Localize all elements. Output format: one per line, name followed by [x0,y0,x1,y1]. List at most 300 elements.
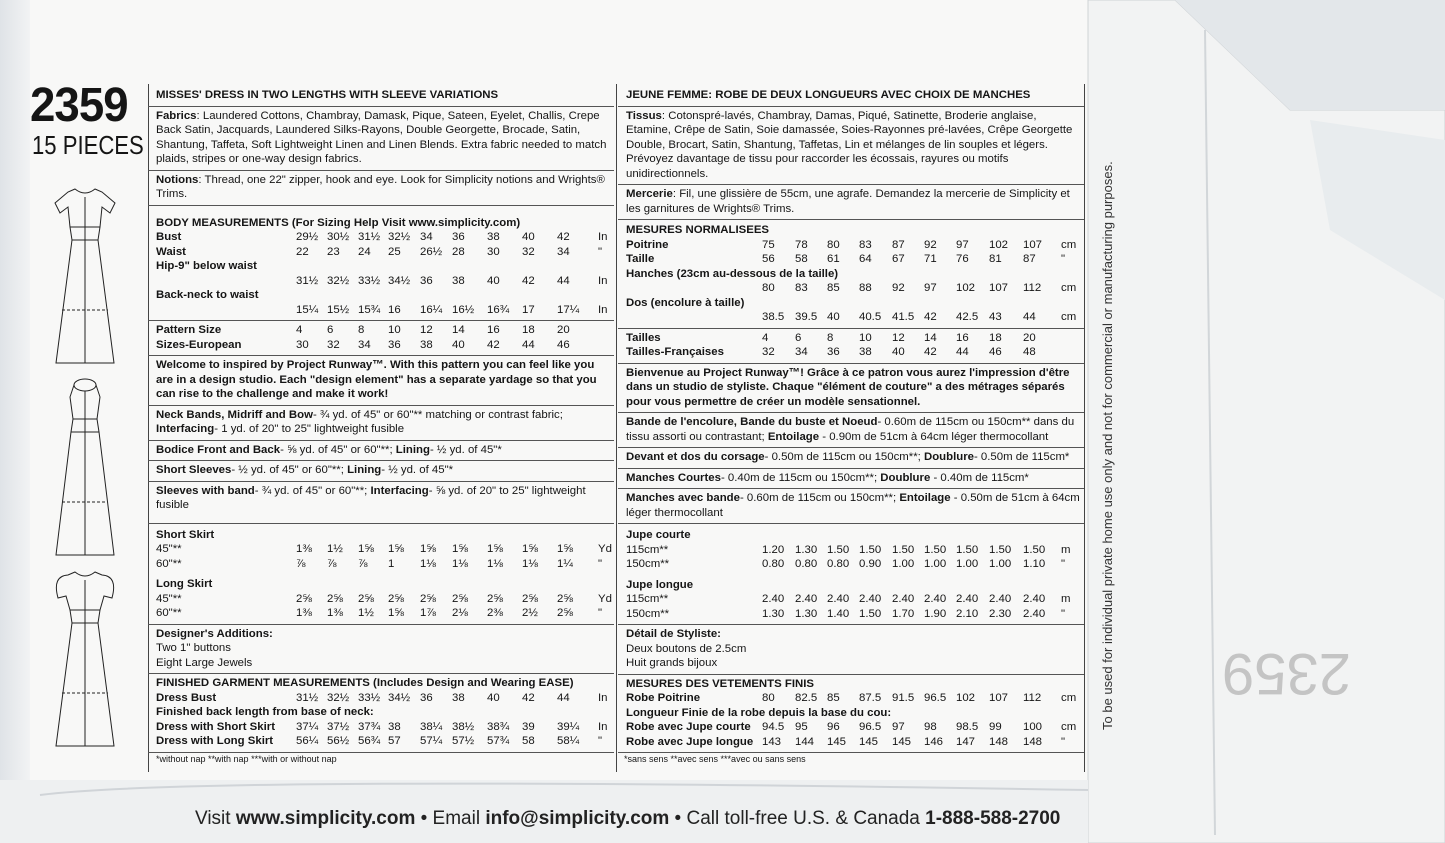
table-cell: 32½ [388,231,411,243]
usage-notice: To be used for individual private home use only and not for commercial or manufacturing purposes. [1100,161,1115,730]
short-skirt-table-fr [618,543,1084,572]
table-cell: 40 [522,231,535,243]
table-cell: 25 [388,245,401,258]
table-row [148,705,614,720]
table-cell: 81 [989,253,1002,265]
fabrics-block [148,107,614,171]
table-row [618,331,1084,346]
table-cell: 40 [892,346,905,358]
body-measurements [148,206,614,322]
unit-cell: " [1061,558,1066,570]
table-cell: 34½ [388,691,411,704]
notions-block [148,171,614,206]
table-cell: 56½ [327,735,350,747]
unit-cell: " [1061,607,1066,620]
table-row [618,592,1084,607]
table-cell: 6 [795,331,802,344]
table-cell: 18 [522,324,535,336]
finished-block-fr [618,675,1084,754]
table-cell: 2.40 [989,593,1012,605]
table-cell: 36 [827,346,840,358]
table-row [618,706,1084,721]
dress-sketch-band-sleeve [40,568,130,748]
designer-title: Designer's Additions: [156,627,273,640]
row-label: 115cm** [626,543,669,556]
table-cell: 38 [859,346,872,358]
table-cell: 2.10 [956,607,979,620]
table-cell: 1.50 [989,543,1012,556]
title: MISSES' DRESS IN TWO LENGTHS WITH SLEEVE VARIATIONS [156,89,499,101]
table-cell: 6 [327,324,334,336]
welcome-text: Welcome to inspired by Project Runway™. With this pattern you can feel like you are in a design studio. Each "design element" has a separate yardage so that you can rise to the challenge and make it work! [156,359,597,400]
table-cell: 2.40 [795,593,818,605]
table-cell: 1⅜ [327,607,343,619]
table-cell: 107 [989,282,1009,294]
unit-cell: cm [1061,238,1077,251]
neck-block-fr [618,413,1084,448]
table-cell: 143 [762,735,782,748]
unit-cell: cm [1061,311,1077,323]
table-cell: 1⅝ [487,543,503,555]
unit-cell: Yd [598,543,612,555]
welcome-block-fr [618,364,1084,414]
designer-block [148,625,614,675]
body-title-fr: MESURES NORMALISEES [626,224,770,236]
short-sleeves-label-fr: Manches Courtes [626,471,721,484]
table-cell: 26½ [420,245,443,258]
table-cell: 98.5 [956,721,979,733]
table-cell: 1½ [327,543,343,555]
table-cell: 46 [989,346,1002,358]
bodice-label-fr: Devant et dos du corsage [626,451,765,463]
row-label: 150cm** [626,607,670,620]
table-cell: 40 [827,311,840,323]
band-sleeves-label-fr: Manches avec bande [626,492,740,504]
size-table-fr [618,331,1084,360]
title-fr: JEUNE FEMME: ROBE DE DEUX LONGUEURS AVEC CHOIX DE MANCHES [626,89,1031,101]
short-lining-label-fr: Doublure [880,471,931,484]
band-interfacing-text: - ⅝ yd. of 20" to 25" lightweight fusible [156,484,586,511]
table-cell: 40 [487,691,500,704]
table-cell: 34 [420,231,433,243]
title-block [148,84,614,107]
table-cell: 14 [452,324,465,336]
table-cell: 16½ [452,303,475,316]
table-cell: 2.40 [1023,593,1046,605]
row-label: Longueur Finie de la robe depuis la base du cou: [626,706,892,719]
pieces-count: 15 PIECES [32,130,144,160]
designer-line-1-fr: Deux boutons de 2.5cm [626,642,747,655]
table-cell: 80 [762,282,775,294]
neck-interfacing-text-fr: - 0.90m de 51cm à 64cm léger thermocollant [819,430,1049,443]
visit-label: Visit [195,808,236,829]
table-row [618,281,1084,296]
table-cell: 36 [452,231,465,243]
table-cell: 61 [827,253,840,265]
table-cell: 16 [487,324,500,336]
finished-table [148,691,614,749]
table-row [618,345,1084,360]
table-cell: 1⅛ [522,557,538,570]
table-cell: 40 [452,338,465,351]
table-cell: 85 [827,692,840,704]
table-row [618,557,1084,572]
table-cell: 20 [557,324,570,336]
table-cell: 96 [827,721,840,733]
table-cell: 1⅛ [420,557,436,570]
body-measurements-fr [618,220,1084,329]
table-cell: 1⅝ [522,543,538,555]
table-cell: 145 [859,735,879,748]
table-cell: ⅞ [358,557,368,570]
notions-block-fr [618,185,1084,220]
table-cell: 31½ [296,691,319,704]
table-row [148,230,614,245]
row-label: Dos (encolure à taille) [626,296,745,309]
table-cell: 12 [420,324,433,336]
row-label: Waist [156,245,186,258]
unit-cell: " [1061,735,1066,748]
table-cell: 147 [956,735,976,748]
table-cell: 38¼ [420,720,443,733]
neck-interfacing-label-fr: Entoilage [767,430,820,443]
table-cell: 42 [924,346,937,358]
table-cell: 148 [989,735,1009,748]
table-cell: 56 [762,253,775,265]
table-cell: 2⅝ [522,592,538,605]
table-cell: 1⅝ [420,543,436,555]
table-cell: 37¼ [296,720,319,733]
short-lining-text: - ½ yd. of 45"* [381,464,454,476]
unit-cell: cm [1061,721,1077,733]
table-cell: 38¾ [487,720,510,733]
table-cell: 28 [452,245,465,258]
ghost-print-through: 2359 [1222,641,1352,706]
table-cell: 2.40 [892,593,915,605]
table-cell: 38½ [452,720,475,733]
table-cell: 1.50 [924,543,947,556]
table-cell: 23 [327,245,340,258]
english-column [148,84,614,753]
table-row [148,323,614,338]
table-cell: 56¼ [296,735,319,747]
table-cell: 97 [924,282,937,294]
table-cell: 41.5 [892,311,915,323]
notions-text: : Thread, one 22" zipper, hook and eye. Look for Simplicity notions and Wrights® Trims. [156,173,605,200]
row-label: Finished back length from base of neck: [156,706,374,718]
table-cell: 36 [420,691,433,704]
long-skirt-title-fr: Jupe longue [626,578,694,591]
row-label: Bust [156,231,182,243]
unit-cell: m [1061,543,1071,556]
table-cell: 99 [989,721,1002,733]
notions-label-fr: Mercerie [626,188,673,200]
row-label: Sizes-European [156,338,242,351]
unit-cell: In [598,720,608,733]
table-cell: 36 [420,274,433,287]
table-cell: 8 [358,324,365,336]
short-sleeves-text-fr: - 0.40m de 115cm ou 150cm**; [720,471,881,484]
notions-text-fr: : Fil, une glissière de 55cm, une agrafe. Demandez la mercerie de Simplicity et les garnitures de Wrights® Trims. [626,188,1070,215]
table-cell: 40.5 [859,311,882,323]
row-label: Tailles [626,331,661,344]
table-cell: 92 [924,238,937,251]
finished-block [148,674,614,753]
table-cell: 95 [795,721,808,733]
welcome-text-fr: Bienvenue au Project Runway™! Grâce à ce patron vous aurez l'impression d'être dans un studio de styliste. Chaque "élément de couture" a des métrages séparés pour vous permettre de créer un modèle sensationnel. [626,366,1070,408]
table-cell: 2⅝ [557,592,573,605]
table-cell: 31½ [296,274,319,287]
table-cell: 148 [1023,735,1043,748]
row-label: Robe avec Jupe courte [626,721,751,733]
bodice-text: - ⅝ yd. of 45" or 60"**; [280,443,396,456]
table-cell: 16¼ [420,303,443,316]
table-cell: 1⅝ [358,543,374,555]
band-interfacing-label-fr: Entoilage [899,492,951,504]
short-sleeves-block-fr [618,469,1084,490]
table-row [618,252,1084,267]
band-interfacing-label: Interfacing [370,484,429,497]
table-cell: 83 [859,238,872,251]
table-cell: 1.50 [892,543,915,556]
table-cell: 31½ [358,231,381,243]
phone-number: 1-888-588-2700 [925,808,1061,829]
table-cell: 2.40 [956,593,979,605]
table-cell: 1.50 [859,607,882,620]
table-cell: 38 [388,720,401,733]
designer-line-2-fr: Huit grands bijoux [626,657,718,669]
table-cell: 2⅝ [388,592,404,605]
table-cell: 1⅞ [420,607,436,619]
short-skirt-title: Short Skirt [156,528,215,541]
table-cell: 67 [892,253,905,265]
table-cell: 2.30 [989,607,1012,620]
table-cell: 32 [522,245,535,258]
table-row [148,691,614,706]
table-cell: 2.40 [924,593,947,605]
table-cell: 1.90 [924,607,947,620]
row-label: 60"** [156,607,182,619]
table-cell: 2½ [522,607,538,619]
table-cell: 4 [762,331,769,344]
table-cell: 80 [827,238,840,251]
fabrics-label-fr: Tissus [626,109,662,122]
size-rows-fr [618,329,1084,364]
short-skirt-table [148,542,614,571]
table-cell: 57½ [452,735,475,747]
table-cell: 1⅝ [452,543,468,555]
bodice-lining-label-fr: Doublure [923,451,974,463]
size-rows [148,321,614,356]
table-row [618,720,1084,735]
table-row [148,557,614,572]
table-cell: 1.10 [1023,558,1046,570]
table-row [618,267,1084,282]
table-cell: 2⅛ [452,607,468,619]
table-row [618,296,1084,311]
table-cell: 71 [924,253,937,265]
band-sleeves-block-fr [618,489,1084,524]
table-cell: 42 [487,338,500,351]
table-cell: ⅞ [296,557,306,570]
unit-cell: " [1061,253,1066,265]
table-cell: 82.5 [795,692,818,704]
table-cell: 2⅝ [487,592,503,605]
table-row [148,259,614,274]
row-label: Taille [626,253,655,265]
table-cell: 58 [795,253,808,265]
table-cell: 37¾ [358,720,381,733]
table-cell: 44 [522,338,535,351]
table-cell: 2⅜ [487,607,503,619]
skirts-block [148,524,614,625]
row-label: Poitrine [626,238,669,251]
neck-interfacing-label: Interfacing [156,423,215,435]
website-link[interactable]: www.simplicity.com [235,808,416,829]
table-cell: 1⅛ [452,557,468,570]
row-label: Dress Bust [156,691,217,704]
table-cell: 2⅝ [557,607,573,619]
table-cell: 76 [956,253,969,265]
table-cell: 39.5 [795,311,818,323]
table-cell: 48 [1023,346,1036,358]
short-sleeves-block [148,461,614,482]
band-sleeves-text-fr: - 0.60m de 115cm ou 150cm**; [739,492,900,504]
table-cell: 1.20 [762,543,785,556]
table-row [148,606,614,621]
body-title: BODY MEASUREMENTS (For Sizing Help Visit www.simplicity.com) [156,216,521,229]
neck-text: - ¾ yd. of 45" or 60"** matching or contrast fabric; [312,408,563,421]
table-row [148,288,614,303]
designer-block-fr [618,625,1084,675]
dress-sketch-short-sleeve [40,185,130,365]
table-cell: 102 [989,238,1009,251]
table-cell: 97 [956,238,969,251]
email-link[interactable]: info@simplicity.com [485,808,670,829]
table-cell: 1⅝ [388,543,404,555]
neck-block [148,406,614,441]
table-cell: 38 [452,691,465,704]
table-row [148,245,614,260]
long-skirt-table-fr [618,592,1084,621]
table-cell: 32½ [327,274,350,287]
table-cell: 1⅝ [388,607,404,619]
table-cell: 2⅝ [420,592,436,605]
row-label: 45"** [156,592,182,605]
table-cell: 80 [762,692,775,704]
table-cell: 102 [956,692,976,704]
table-cell: 1 [388,557,395,570]
contact-footer [195,808,1060,830]
table-cell: 2⅝ [358,592,374,605]
long-skirt-table [148,592,614,621]
table-cell: 34 [795,346,808,358]
table-cell: 1.00 [924,558,947,570]
row-label: Back-neck to waist [156,289,259,301]
table-cell: 38 [452,274,465,287]
table-cell: 15½ [327,303,350,316]
table-cell: 1⅝ [557,543,573,555]
short-sleeves-text: - ½ yd. of 45" or 60"**; [231,464,348,476]
table-cell: 1.50 [827,543,850,556]
bodice-label: Bodice Front and Back [156,443,281,456]
designer-line-1: Two 1" buttons [156,642,231,654]
table-cell: 144 [795,735,815,748]
unit-cell: cm [1061,282,1077,294]
table-cell: 85 [827,282,840,294]
table-row [618,543,1084,558]
table-cell: 17 [522,303,535,316]
table-row [618,607,1084,622]
table-row [618,310,1084,325]
table-row [618,735,1084,750]
fabrics-label: Fabrics [156,109,197,122]
bodice-block [148,441,614,462]
designer-line-2: Eight Large Jewels [156,656,253,669]
row-label: Hanches (23cm au-dessous de la taille) [626,267,839,280]
skirts-block-fr [618,524,1084,625]
table-cell: 0.90 [859,558,882,570]
table-cell: 33½ [358,274,381,287]
table-row [618,238,1084,253]
table-cell: 38 [420,338,433,351]
table-cell: 14 [924,331,937,344]
column-rule-right [1084,84,1085,772]
table-cell: 38 [487,231,500,243]
short-lining-text-fr: - 0.40m de 115cm* [930,471,1029,484]
row-label: Dress with Short Skirt [156,720,275,733]
table-cell: 34½ [388,274,411,287]
table-cell: 145 [892,735,912,748]
table-cell: 1.40 [827,607,850,620]
table-cell: 0.80 [795,558,818,570]
table-cell: 91.5 [892,692,915,704]
unit-cell: " [598,557,603,570]
table-cell: 40 [487,274,500,287]
column-rule-middle [616,84,617,772]
table-cell: 2⅝ [452,592,468,605]
table-cell: 75 [762,238,775,251]
table-cell: 42 [522,274,535,287]
neck-interfacing-text: - 1 yd. of 20" to 25" lightweight fusible [214,423,405,435]
table-cell: 94.5 [762,721,785,733]
table-cell: 1.50 [956,543,979,556]
table-cell: 88 [859,282,872,294]
finished-title: FINISHED GARMENT MEASUREMENTS (Includes Design and Wearing EASE) [156,677,574,689]
table-cell: 145 [827,735,847,748]
table-cell: 1.00 [956,558,979,570]
row-label: Robe avec Jupe longue [626,735,754,748]
fabrics-block-fr [618,107,1084,186]
table-cell: 0.80 [827,558,850,570]
table-cell: 42 [557,231,570,243]
table-cell: 97 [892,721,905,733]
table-cell: 42 [924,311,937,323]
table-cell: 96.5 [859,721,882,733]
bodice-lining-label: Lining [395,443,430,456]
row-label: Tailles-Françaises [626,346,724,358]
table-cell: 1.30 [762,607,785,620]
table-cell: 10 [859,331,872,344]
table-cell: 24 [358,245,371,258]
table-cell: 18 [989,331,1002,344]
table-cell: 1.70 [892,607,915,620]
table-cell: 1½ [358,607,374,619]
table-row [148,338,614,353]
table-cell: 44 [557,691,570,704]
row-label: Robe Poitrine [626,692,701,704]
dress-sketch-sleeveless [40,377,130,557]
